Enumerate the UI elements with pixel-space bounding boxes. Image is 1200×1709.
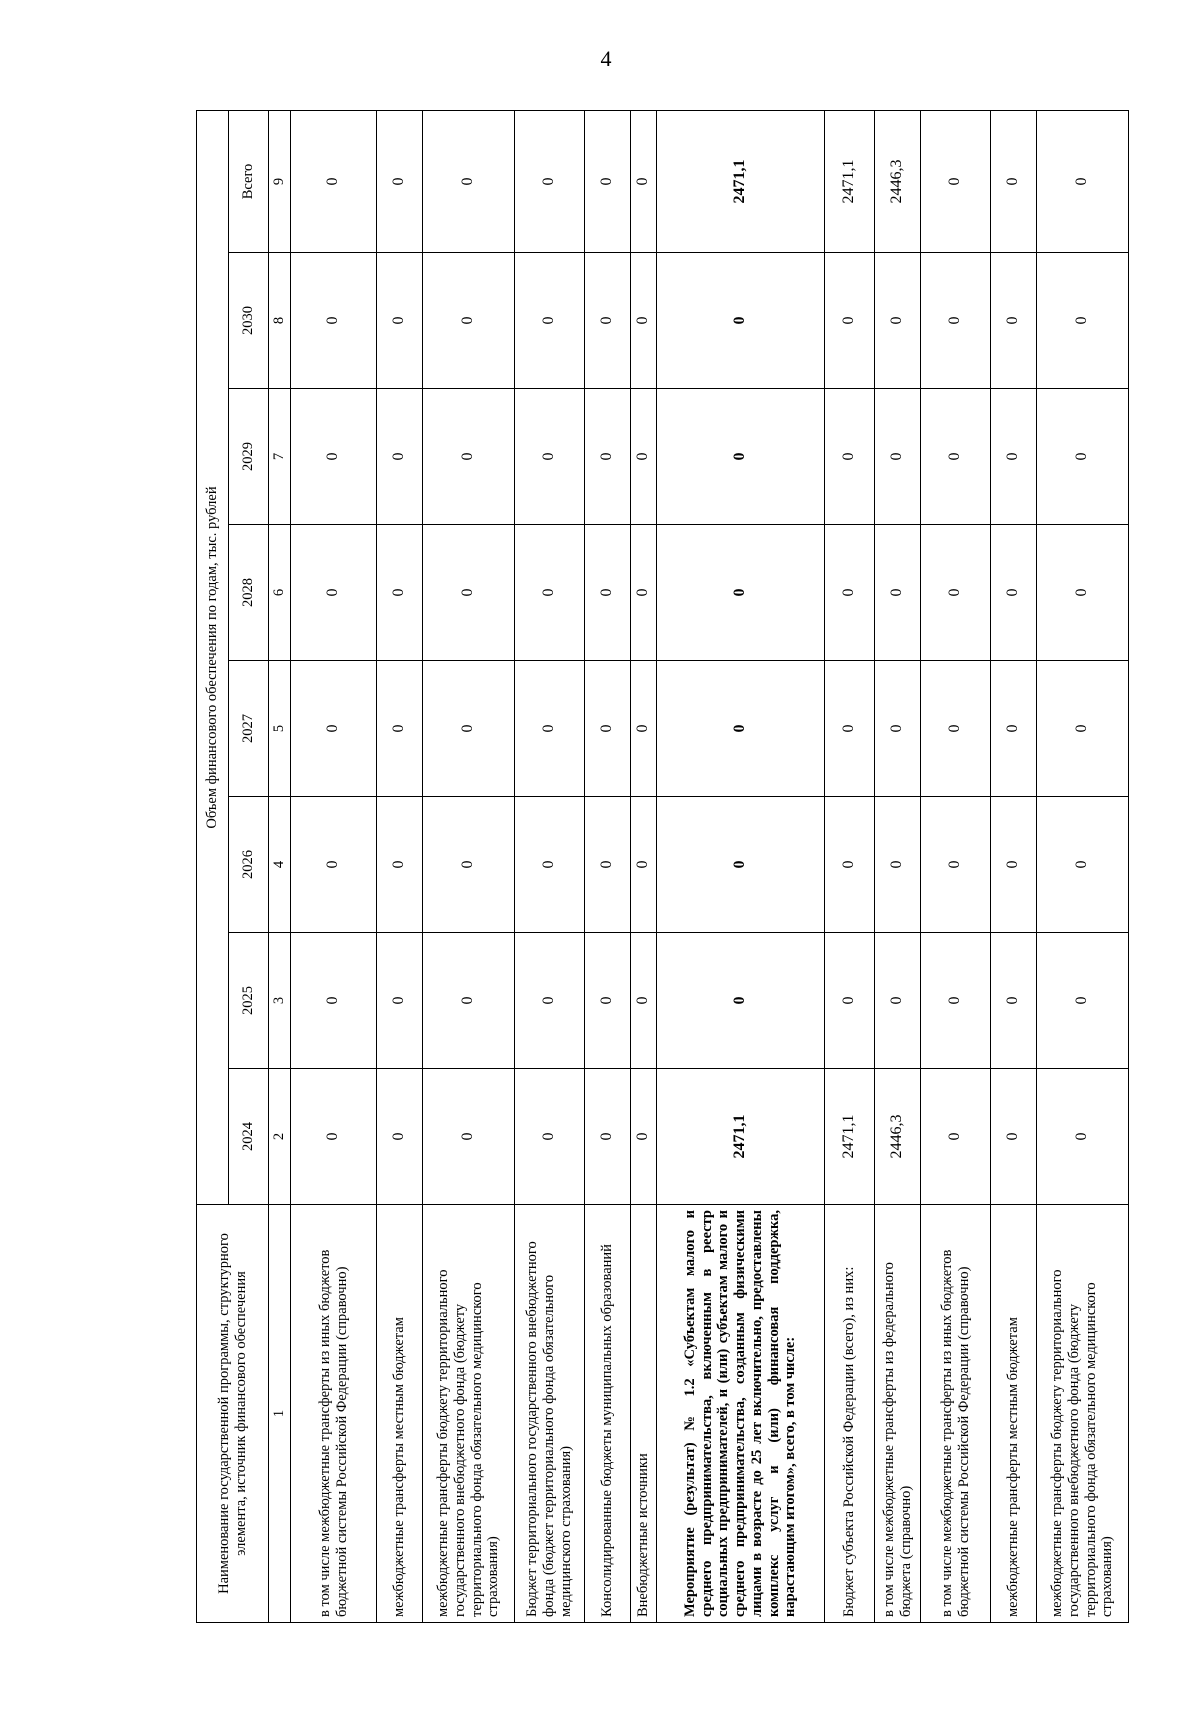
row-label: Бюджет субъекта Российской Федерации (всего), из них: [825, 1205, 875, 1623]
value-cell: 0 [377, 253, 423, 389]
table-body [291, 110, 1129, 1622]
value-cell: 0 [291, 1069, 377, 1205]
value-cell: 0 [1037, 797, 1129, 933]
value-cell: 0 [875, 933, 921, 1069]
column-index-cell: 9 [269, 110, 291, 252]
value-cell: 0 [825, 389, 875, 525]
row-label: Внебюджетные источники [631, 1205, 657, 1623]
value-cell: 0 [991, 797, 1037, 933]
value-cell: 0 [631, 525, 657, 661]
year-header: 2026 [229, 797, 269, 933]
value-cell: 0 [991, 253, 1037, 389]
value-cell: 0 [423, 525, 515, 661]
value-cell: 0 [1037, 933, 1129, 1069]
table-row [991, 110, 1037, 1622]
row-label: Мероприятие (результат) № 1.2 «Субъектам малого и среднего предпринимательства, включенным в реестр социальных предпринимателей, и (или) субъектам малого и среднего предпринимательства, созданным физическими лицами в возрасте до 25 лет включительно, предоставлены комплекс услуг и (или) финансовая поддержка, нарастающим итогом», всего, в том числе: [657, 1205, 825, 1623]
value-cell: 0 [423, 389, 515, 525]
value-cell: 2446,3 [875, 1069, 921, 1205]
table-row [585, 110, 631, 1622]
value-cell: 0 [515, 933, 585, 1069]
row-label: в том числе межбюджетные трансферты из федерального бюджета (справочно) [875, 1205, 921, 1623]
year-header: 2029 [229, 389, 269, 525]
column-index-cell: 5 [269, 661, 291, 797]
value-cell: 0 [1037, 661, 1129, 797]
table-row [825, 110, 875, 1622]
value-cell: 0 [291, 389, 377, 525]
value-cell: 0 [657, 797, 825, 933]
table-row [423, 110, 515, 1622]
value-cell: 0 [585, 661, 631, 797]
value-cell: 0 [291, 797, 377, 933]
value-cell: 0 [921, 110, 991, 252]
value-cell: 0 [291, 933, 377, 1069]
table-row [377, 110, 423, 1622]
value-cell: 0 [1037, 389, 1129, 525]
value-cell: 2471,1 [657, 110, 825, 252]
table-row [631, 110, 657, 1622]
value-cell: 0 [585, 389, 631, 525]
column-index-cell: 6 [269, 525, 291, 661]
column-index-cell: 4 [269, 797, 291, 933]
value-cell: 0 [921, 253, 991, 389]
column-index-cell: 7 [269, 389, 291, 525]
value-cell: 0 [825, 797, 875, 933]
value-cell: 0 [291, 110, 377, 252]
column-index-row [269, 110, 291, 1622]
value-cell: 0 [921, 389, 991, 525]
value-cell: 0 [515, 797, 585, 933]
value-cell: 0 [657, 661, 825, 797]
page-number: 4 [600, 46, 612, 71]
value-cell: 0 [1037, 525, 1129, 661]
value-cell: 0 [631, 933, 657, 1069]
value-cell: 0 [515, 389, 585, 525]
value-cell: 0 [991, 933, 1037, 1069]
value-cell: 0 [515, 525, 585, 661]
value-cell: 0 [991, 1069, 1037, 1205]
value-cell: 0 [291, 661, 377, 797]
value-cell: 0 [585, 933, 631, 1069]
value-cell: 0 [921, 525, 991, 661]
value-cell: 0 [1037, 253, 1129, 389]
value-cell: 0 [825, 253, 875, 389]
value-cell: 0 [991, 389, 1037, 525]
rotated-table-frame [196, 111, 1116, 1623]
row-label: межбюджетные трансферты местным бюджетам [377, 1205, 423, 1623]
value-cell: 0 [515, 661, 585, 797]
value-cell: 0 [423, 110, 515, 252]
value-cell: 0 [825, 933, 875, 1069]
value-cell: 0 [423, 797, 515, 933]
table-row [291, 110, 377, 1622]
value-cell: 0 [875, 389, 921, 525]
value-cell: 0 [423, 661, 515, 797]
row-label: межбюджетные трансферты бюджету территориального государственного внебюджетного фонда (бюджету территориального фонда обязательного медицинского страхования) [1037, 1205, 1129, 1623]
row-label: в том числе межбюджетные трансферты из иных бюджетов бюджетной системы Российской Федерации (справочно) [291, 1205, 377, 1623]
value-cell: 0 [921, 797, 991, 933]
value-cell: 0 [657, 389, 825, 525]
value-cell: 0 [875, 661, 921, 797]
value-cell: 0 [377, 661, 423, 797]
value-cell: 0 [291, 525, 377, 661]
financing-table [196, 110, 1129, 1623]
table-row [657, 110, 825, 1622]
column-index-cell: 8 [269, 253, 291, 389]
value-cell: 0 [515, 253, 585, 389]
value-cell: 0 [921, 933, 991, 1069]
value-cell: 0 [1037, 110, 1129, 252]
value-cell: 2446,3 [875, 110, 921, 252]
value-cell: 0 [377, 389, 423, 525]
column-index-cell: 2 [269, 1069, 291, 1205]
value-cell: 0 [377, 797, 423, 933]
name-column-header: Наименование государственной программы, структурного элемента, источник финансового обеспечения [197, 1205, 269, 1623]
table-row [1037, 110, 1129, 1622]
year-header: 2028 [229, 525, 269, 661]
year-header: 2024 [229, 1069, 269, 1205]
value-cell: 0 [825, 525, 875, 661]
value-cell: 0 [657, 253, 825, 389]
row-label: межбюджетные трансферты бюджету территориального государственного внебюджетного фонда (бюджету территориального фонда обязательного медицинского страхования) [423, 1205, 515, 1623]
row-label: Консолидированные бюджеты муниципальных образований [585, 1205, 631, 1623]
value-cell: 0 [377, 525, 423, 661]
value-cell: 0 [631, 110, 657, 252]
value-cell: 0 [657, 933, 825, 1069]
column-index-cell: 3 [269, 933, 291, 1069]
volume-header: Объем финансового обеспечения по годам, тыс. рублей [197, 110, 229, 1204]
value-cell: 0 [423, 1069, 515, 1205]
value-cell: 0 [631, 389, 657, 525]
value-cell: 0 [377, 1069, 423, 1205]
row-label: в том числе межбюджетные трансферты из иных бюджетов бюджетной системы Российской Федерации (справочно) [921, 1205, 991, 1623]
table-row [875, 110, 921, 1622]
value-cell: 0 [377, 933, 423, 1069]
value-cell: 2471,1 [825, 110, 875, 252]
value-cell: 0 [377, 110, 423, 252]
value-cell: 0 [991, 525, 1037, 661]
year-header: 2030 [229, 253, 269, 389]
value-cell: 0 [631, 253, 657, 389]
value-cell: 0 [631, 797, 657, 933]
value-cell: 0 [1037, 1069, 1129, 1205]
row-label: Бюджет территориального государственного внебюджетного фонда (бюджет территориального фонда обязательного медицинского страхования) [515, 1205, 585, 1623]
value-cell: 0 [515, 110, 585, 252]
value-cell: 0 [585, 110, 631, 252]
table-row [515, 110, 585, 1622]
value-cell: 0 [875, 525, 921, 661]
value-cell: 0 [875, 797, 921, 933]
value-cell: 0 [825, 661, 875, 797]
value-cell: 0 [875, 253, 921, 389]
value-cell: 2471,1 [825, 1069, 875, 1205]
year-header: Всего [229, 110, 269, 252]
value-cell: 0 [423, 933, 515, 1069]
value-cell: 0 [585, 525, 631, 661]
value-cell: 0 [515, 1069, 585, 1205]
row-label: межбюджетные трансферты местным бюджетам [991, 1205, 1037, 1623]
value-cell: 0 [585, 797, 631, 933]
value-cell: 0 [921, 661, 991, 797]
column-index-cell: 1 [269, 1205, 291, 1623]
value-cell: 0 [921, 1069, 991, 1205]
table-row [921, 110, 991, 1622]
value-cell: 0 [585, 1069, 631, 1205]
value-cell: 0 [585, 253, 631, 389]
value-cell: 0 [631, 1069, 657, 1205]
year-header: 2027 [229, 661, 269, 797]
value-cell: 0 [991, 661, 1037, 797]
value-cell: 0 [657, 525, 825, 661]
year-header: 2025 [229, 933, 269, 1069]
value-cell: 0 [991, 110, 1037, 252]
value-cell: 0 [631, 661, 657, 797]
value-cell: 0 [423, 253, 515, 389]
rotated-table-container [196, 111, 1116, 1623]
value-cell: 0 [291, 253, 377, 389]
value-cell: 2471,1 [657, 1069, 825, 1205]
